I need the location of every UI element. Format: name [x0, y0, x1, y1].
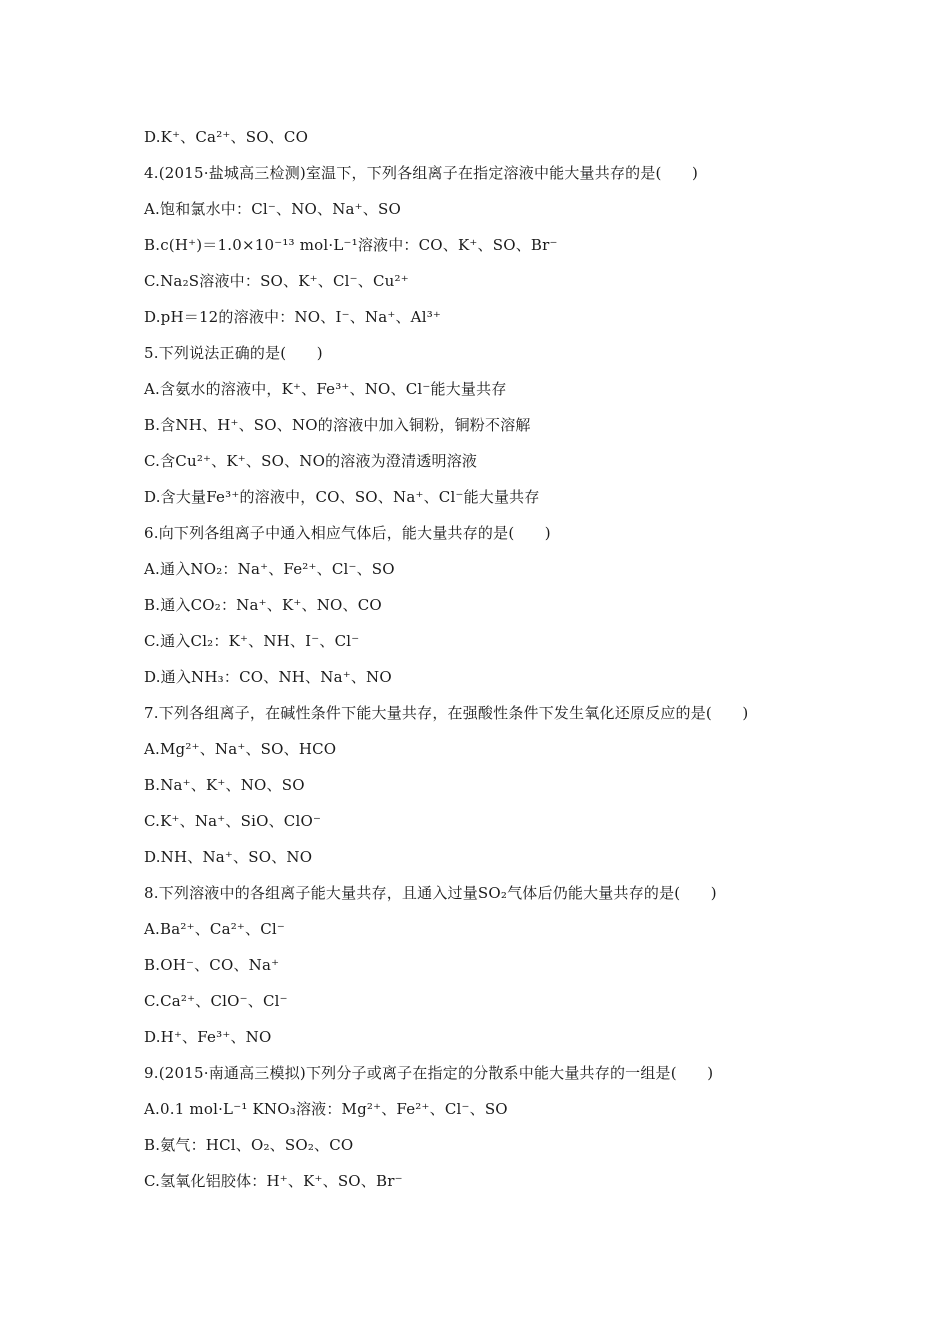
option-6d: D.通入NH₃：CO、NH、Na⁺、NO: [144, 668, 392, 686]
option-5d: D.含大量Fe³⁺的溶液中，CO、SO、Na⁺、Cl⁻能大量共存: [144, 488, 540, 506]
option-8a: A.Ba²⁺、Ca²⁺、Cl⁻: [144, 920, 286, 938]
question-9: 9.(2015·南通高三模拟)下列分子或离子在指定的分散系中能大量共存的一组是( ): [144, 1064, 714, 1082]
option-4c: C.Na₂S溶液中：SO、K⁺、Cl⁻、Cu²⁺: [144, 272, 409, 290]
option-8c: C.Ca²⁺、ClO⁻、Cl⁻: [144, 992, 288, 1010]
option-7c: C.K⁺、Na⁺、SiO、ClO⁻: [144, 812, 322, 830]
option-8d: D.H⁺、Fe³⁺、NO: [144, 1028, 272, 1046]
option-6a: A.通入NO₂：Na⁺、Fe²⁺、Cl⁻、SO: [144, 560, 395, 578]
option-6c: C.通入Cl₂：K⁺、NH、I⁻、Cl⁻: [144, 632, 360, 650]
option-9a: A.0.1 mol·L⁻¹ KNO₃溶液：Mg²⁺、Fe²⁺、Cl⁻、SO: [144, 1100, 508, 1118]
option-7d: D.NH、Na⁺、SO、NO: [144, 848, 313, 866]
option-9c: C.氢氧化铝胶体：H⁺、K⁺、SO、Br⁻: [144, 1172, 403, 1190]
option-8b: B.OH⁻、CO、Na⁺: [144, 956, 280, 974]
option-4b: B.c(H⁺)＝1.0×10⁻¹³ mol·L⁻¹溶液中：CO、K⁺、SO、Br⁻: [144, 236, 558, 254]
option-5c: C.含Cu²⁺、K⁺、SO、NO的溶液为澄清透明溶液: [144, 452, 478, 470]
document-body: [144, 122, 844, 1202]
option-7b: B.Na⁺、K⁺、NO、SO: [144, 776, 305, 794]
option-4d: D.pH＝12的溶液中：NO、I⁻、Na⁺、Al³⁺: [144, 308, 442, 326]
option-9b: B.氨气：HCl、O₂、SO₂、CO: [144, 1136, 354, 1154]
question-4: 4.(2015·盐城高三检测)室温下，下列各组离子在指定溶液中能大量共存的是( ): [144, 164, 699, 182]
question-5: 5.下列说法正确的是( ): [144, 344, 323, 362]
option-5a: A.含氨水的溶液中，K⁺、Fe³⁺、NO、Cl⁻能大量共存: [144, 380, 507, 398]
option-7a: A.Mg²⁺、Na⁺、SO、HCO: [144, 740, 337, 758]
option-5b: B.含NH、H⁺、SO、NO的溶液中加入铜粉，铜粉不溶解: [144, 416, 531, 434]
question-6: 6.向下列各组离子中通入相应气体后，能大量共存的是( ): [144, 524, 551, 542]
question-7: 7.下列各组离子，在碱性条件下能大量共存，在强酸性条件下发生氧化还原反应的是( ): [144, 704, 749, 722]
option-4a: A.饱和氯水中：Cl⁻、NO、Na⁺、SO: [144, 200, 401, 218]
option-3d: D.K⁺、Ca²⁺、SO、CO: [144, 128, 309, 146]
question-8: 8.下列溶液中的各组离子能大量共存，且通入过量SO₂气体后仍能大量共存的是( ): [144, 884, 717, 902]
option-6b: B.通入CO₂：Na⁺、K⁺、NO、CO: [144, 596, 382, 614]
